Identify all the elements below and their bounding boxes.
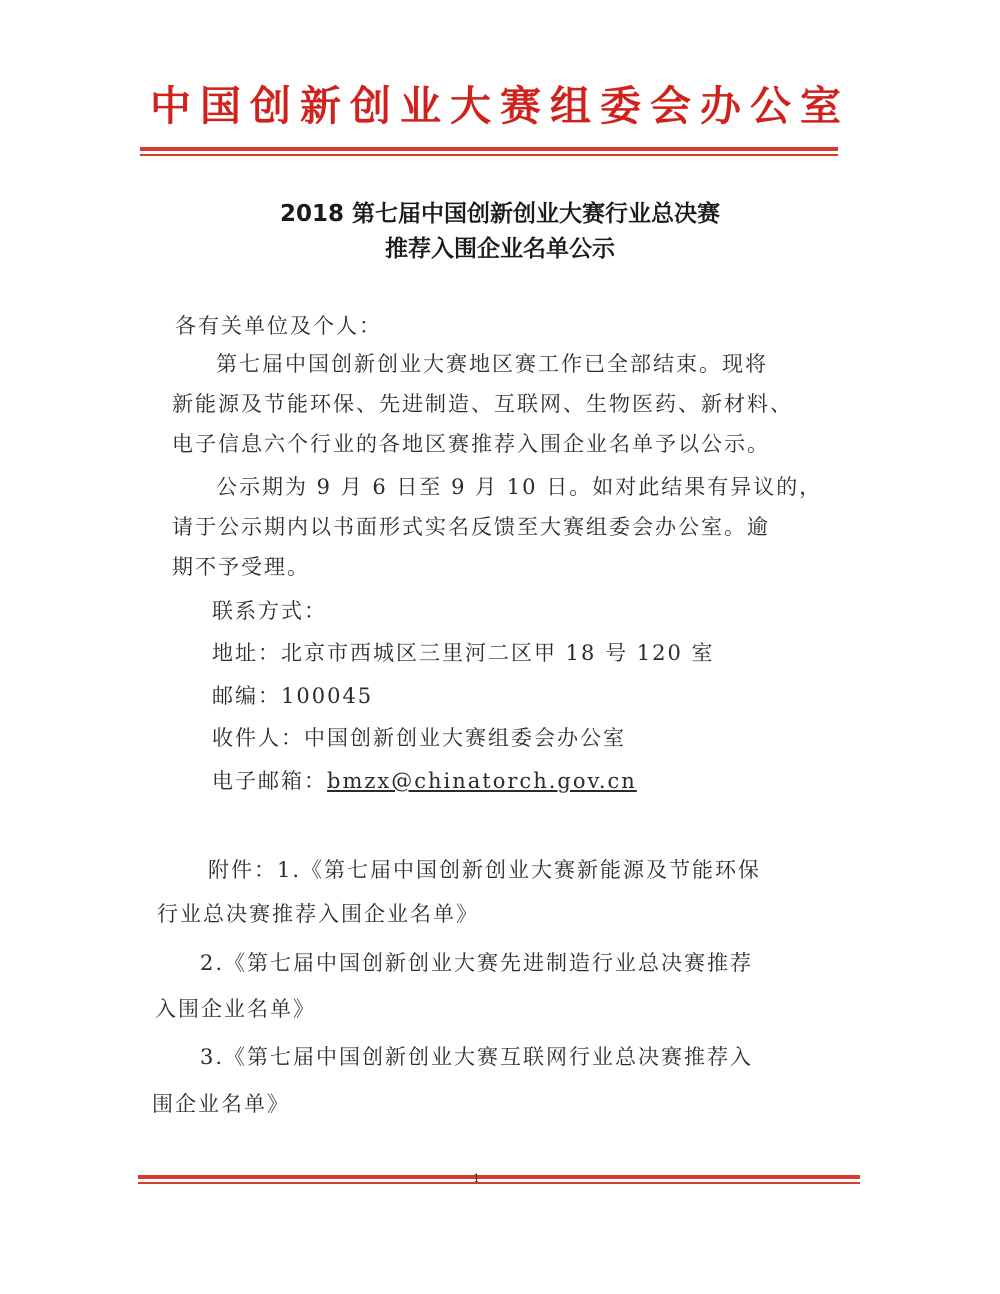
letterhead-title: 中国创新创业大赛组委会办公室 [150,82,850,130]
attachment-line: 行业总决赛推荐入围企业名单》 [157,902,479,926]
page-number: 1 [473,1172,480,1185]
body-line: 第七届中国创新创业大赛地区赛工作已全部结束。现将 [216,352,768,376]
body-line: 请于公示期内以书面形式实名反馈至大赛组委会办公室。逾 [172,515,770,539]
document-title-line-1: 2018 第七届中国创新创业大赛行业总决赛 [279,201,721,227]
contact-address: 地址：北京市西城区三里河二区甲 18 号 120 室 [212,641,715,665]
body-line: 新能源及节能环保、先进制造、互联网、生物医药、新材料、 [172,392,793,416]
body-line: 公示期为 9 月 6 日至 9 月 10 日。如对此结果有异议的， [216,475,823,499]
attachment-line: 附件：1.《第七届中国创新创业大赛新能源及节能环保 [208,858,762,882]
contact-email-link[interactable]: bmzx@chinatorch.gov.cn [327,769,637,793]
attachment-line: 入围企业名单》 [155,997,316,1021]
attachment-line: 围企业名单》 [152,1092,290,1116]
footer-rule-thick [138,1175,860,1179]
document-title-line-2: 推荐入围企业名单公示 [385,236,615,262]
body-line: 电子信息六个行业的各地区赛推荐入围企业名单予以公示。 [172,432,770,456]
letterhead-rule-thin [140,154,838,156]
contact-email-row [212,766,637,796]
body-line: 期不予受理。 [172,555,310,579]
contact-postcode: 邮编：100045 [212,684,374,708]
salutation: 各有关单位及个人： [175,314,382,338]
footer-rule-thin [138,1182,860,1184]
contact-recipient: 收件人：中国创新创业大赛组委会办公室 [212,726,626,750]
contact-heading: 联系方式： [212,599,327,623]
attachment-line: 3.《第七届中国创新创业大赛互联网行业总决赛推荐入 [200,1045,754,1069]
contact-email-label: 电子邮箱： [212,769,327,793]
attachment-line: 2.《第七届中国创新创业大赛先进制造行业总决赛推荐 [200,951,754,975]
letterhead-rule-thick [140,147,838,151]
